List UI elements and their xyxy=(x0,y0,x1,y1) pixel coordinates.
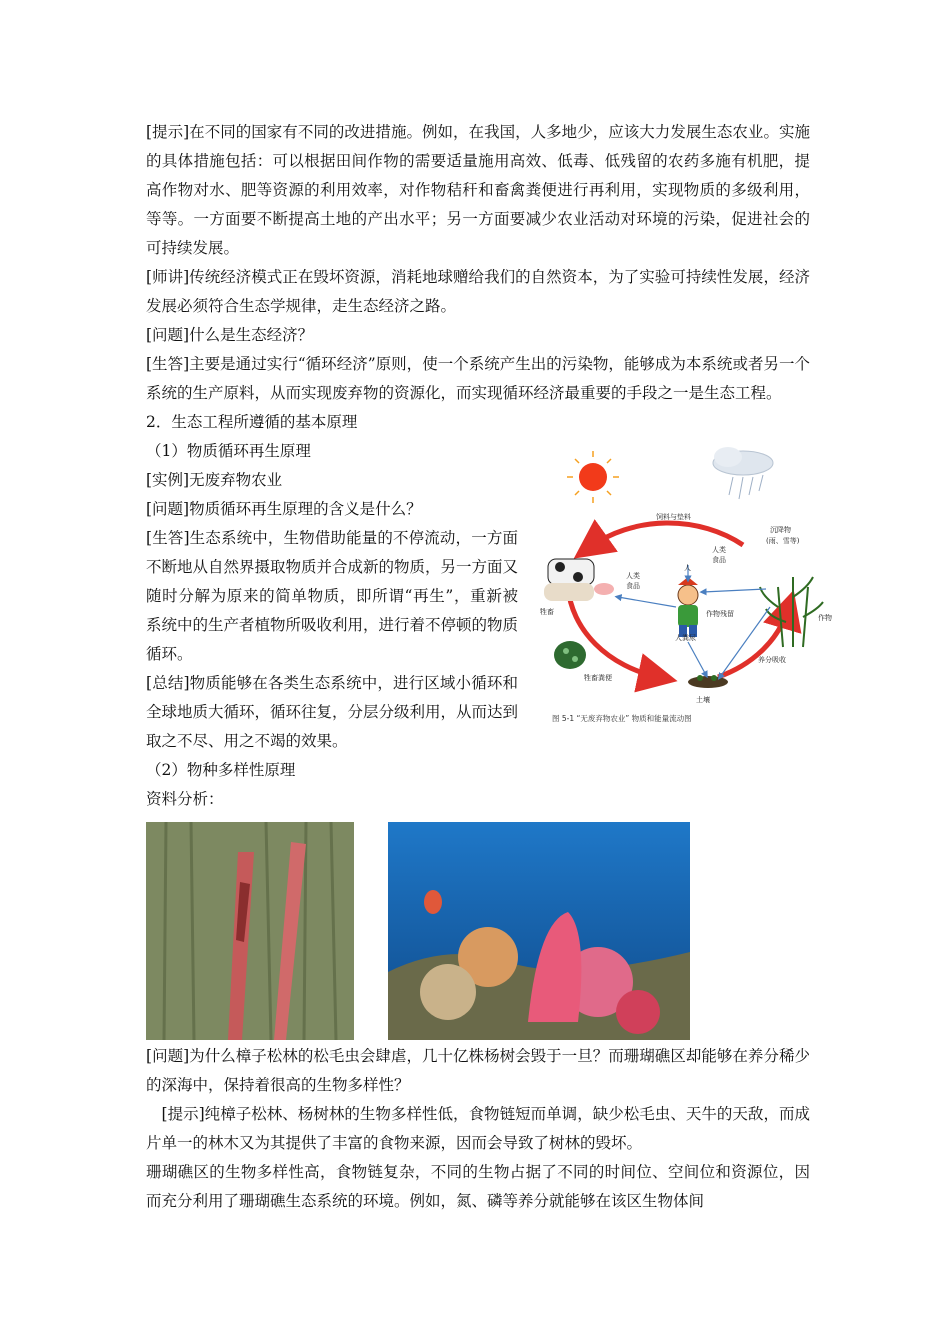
label-human-food-left: 人类 食品 xyxy=(626,572,640,590)
paragraph-hint-1: [提示]在不同的国家有不同的改进措施。例如，在我国，人多地少，应该大力发展生态农业。实施的具体措施包括：可以根据田间作物的需要适量施用高效、低毒、低残留的农药多施有机肥，提高作物对水、肥等资源的利用效率，对作物秸秆和畜禽粪便进行再利用，实现物质的多级利用，等等。一方面要不断提高土地的产出水平；另一方面要减少农业活动对环境的污染，促进社会的可持续发展。 xyxy=(146,123,810,257)
human-icon xyxy=(678,577,698,637)
label-human: 人 xyxy=(684,564,691,572)
label-manure: 牲畜粪便 xyxy=(584,674,612,682)
paragraph-lecture: [师讲]传统经济模式正在毁坏资源，消耗地球赠给我们的自然资本，为了实验可持续性发展，经济发展必须符合生态学规律，走生态经济之路。 xyxy=(146,268,810,315)
paragraph-answer-1: [生答]主要是通过实行“循环经济”原则，使一个系统产生出的污染物，能够成为本系统或者另一个系统的生产原料，从而实现废弃物的资源化，而实现循环经济最重要的手段之一是生态工程。 xyxy=(146,355,810,402)
label-precipitation-sub: (雨、雪等) xyxy=(766,537,800,545)
forest-photo xyxy=(146,822,354,1040)
sun-icon xyxy=(567,451,619,503)
paragraph-question-1: [问题]什么是生态经济？ xyxy=(146,326,314,344)
label-livestock: 牲畜 xyxy=(540,608,554,616)
paragraph-question-3: [问题]为什么樟子松林的松毛虫会肆虐，几十亿株杨树会毁于一旦？而珊瑚礁区却能够在养分稀少的深海中，保持着很高的生物多样性？ xyxy=(146,1047,810,1094)
label-crop-residue: 作物残留 xyxy=(706,610,734,618)
cycle-arrow-top xyxy=(590,523,743,547)
paragraph-hint-2: [提示]纯樟子松林、杨树林的生物多样性低，食物链短而单调，缺少松毛虫、天牛的天敌，而成片单一的林木又为其提供了丰富的食物来源，因而会导致了树林的毁坏。 xyxy=(146,1105,810,1152)
photo-row xyxy=(146,822,810,1042)
subheading-material-cycle: （1）物质循环再生原理 xyxy=(146,442,311,460)
figure-caption: 图 5-1 “无废弃物农业” 物质和能量流动图 xyxy=(552,714,692,723)
livestock-icon xyxy=(544,559,614,601)
paragraph-question-2: [问题]物质循环再生原理的含义是什么？ xyxy=(146,500,422,518)
document-page xyxy=(146,118,832,1216)
label-human-waste: 人粪尿 xyxy=(675,634,696,642)
coral-reef-photo xyxy=(388,822,690,1040)
subheading-species-diversity: （2）物种多样性原理 xyxy=(146,761,296,779)
section-heading-2: 2．生态工程所遵循的基本原理 xyxy=(146,413,358,431)
rain-cloud-icon xyxy=(713,447,773,499)
label-human-food-top: 人类 食品 xyxy=(712,546,726,564)
principle-1-section xyxy=(146,437,832,756)
paragraph-data-analysis: 资料分析： xyxy=(146,790,224,808)
label-feed: 饲料与垫料 xyxy=(656,513,691,521)
manure-icon xyxy=(554,641,586,669)
paragraph-coral-reef: 珊瑚礁区的生物多样性高，食物链复杂，不同的生物占据了不同的时间位、空间位和资源位，因而充分利用了珊瑚礁生态系统的环境。例如，氮、磷等养分就能够在该区生物体间 xyxy=(146,1163,810,1210)
paragraph-summary: [总结]物质能够在各类生态系统中，进行区域小循环和全球地质大循环，循环往复，分层分级利用，从而达到取之不尽、用之不竭的效果。 xyxy=(146,674,519,750)
paragraph-answer-2: [生答]生态系统中，生物借助能量的不停流动，一方面不断地从自然界摄取物质并合成新的物质，另一方面又随时分解为原来的简单物质，即所谓“再生”，重新被系统中的生产者植物所吸收利用，进行着不停顿的物质循环。 xyxy=(146,529,519,663)
label-soil: 土壤 xyxy=(696,696,710,704)
label-precipitation: 沉降物 xyxy=(770,526,791,534)
paragraph-example: [实例]无废弃物农业 xyxy=(146,471,283,489)
crops-icon xyxy=(760,577,823,647)
label-crops: 作物 xyxy=(818,614,832,622)
label-nutrient-uptake: 养分吸收 xyxy=(758,656,786,664)
nutrient-cycle-figure xyxy=(538,437,838,727)
